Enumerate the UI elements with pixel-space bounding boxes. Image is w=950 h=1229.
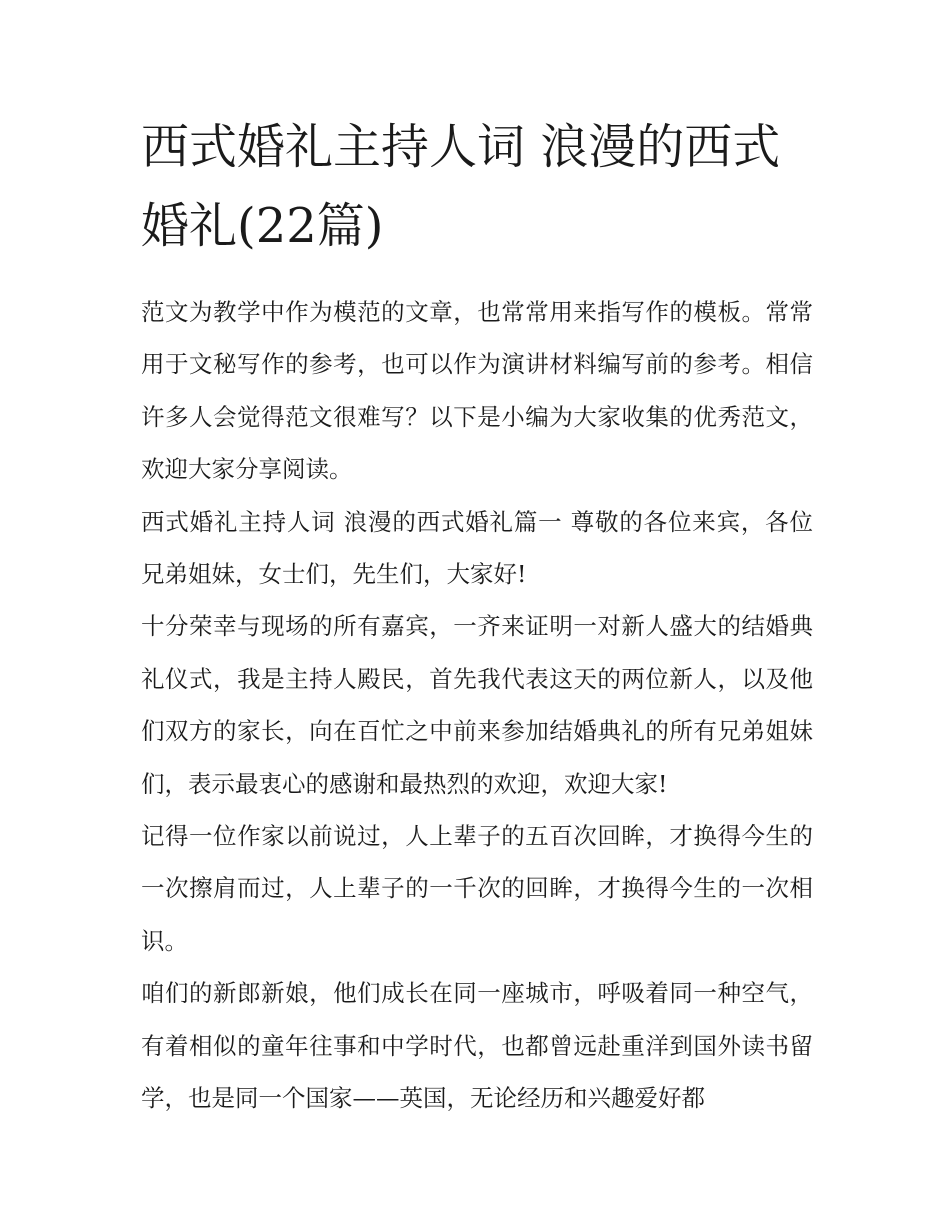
paragraph-intro: 范文为教学中作为模范的文章，也常常用来指写作的模板。常常用于文秘写作的参考，也可以作为演讲材料编写前的参考。相信许多人会觉得范文很难写？以下是小编为大家收集的优秀范文，欢迎大家分享阅读。 — [141, 298, 813, 484]
document-body — [141, 108, 813, 1125]
paragraph-greeting: 西式婚礼主持人词 浪漫的西式婚礼篇一 尊敬的各位来宾，各位兄弟姐妹，女士们，先生们，大家好! — [141, 507, 813, 589]
paragraph-couple: 咱们的新郎新娘，他们成长在同一座城市，呼吸着同一种空气，有着相似的童年往事和中学时代，也都曾远赴重洋到国外读书留学，也是同一个国家——英国，无论经历和兴趣爱好都 — [141, 979, 813, 1113]
paragraph-quote: 记得一位作家以前说过，人上辈子的五百次回眸，才换得今生的一次擦肩而过，人上辈子的一千次的回眸，才换得今生的一次相识。 — [141, 822, 813, 955]
document-title: 西式婚礼主持人词 浪漫的西式婚礼(22篇) — [141, 119, 781, 254]
paragraph-welcome: 十分荣幸与现场的所有嘉宾，一齐来证明一对新人盛大的结婚典礼仪式，我是主持人殿民，首先我代表这天的两位新人，以及他们双方的家长，向在百忙之中前来参加结婚典礼的所有兄弟姐妹们，表示最衷心的感谢和最热烈的欢迎，欢迎大家! — [141, 612, 813, 798]
